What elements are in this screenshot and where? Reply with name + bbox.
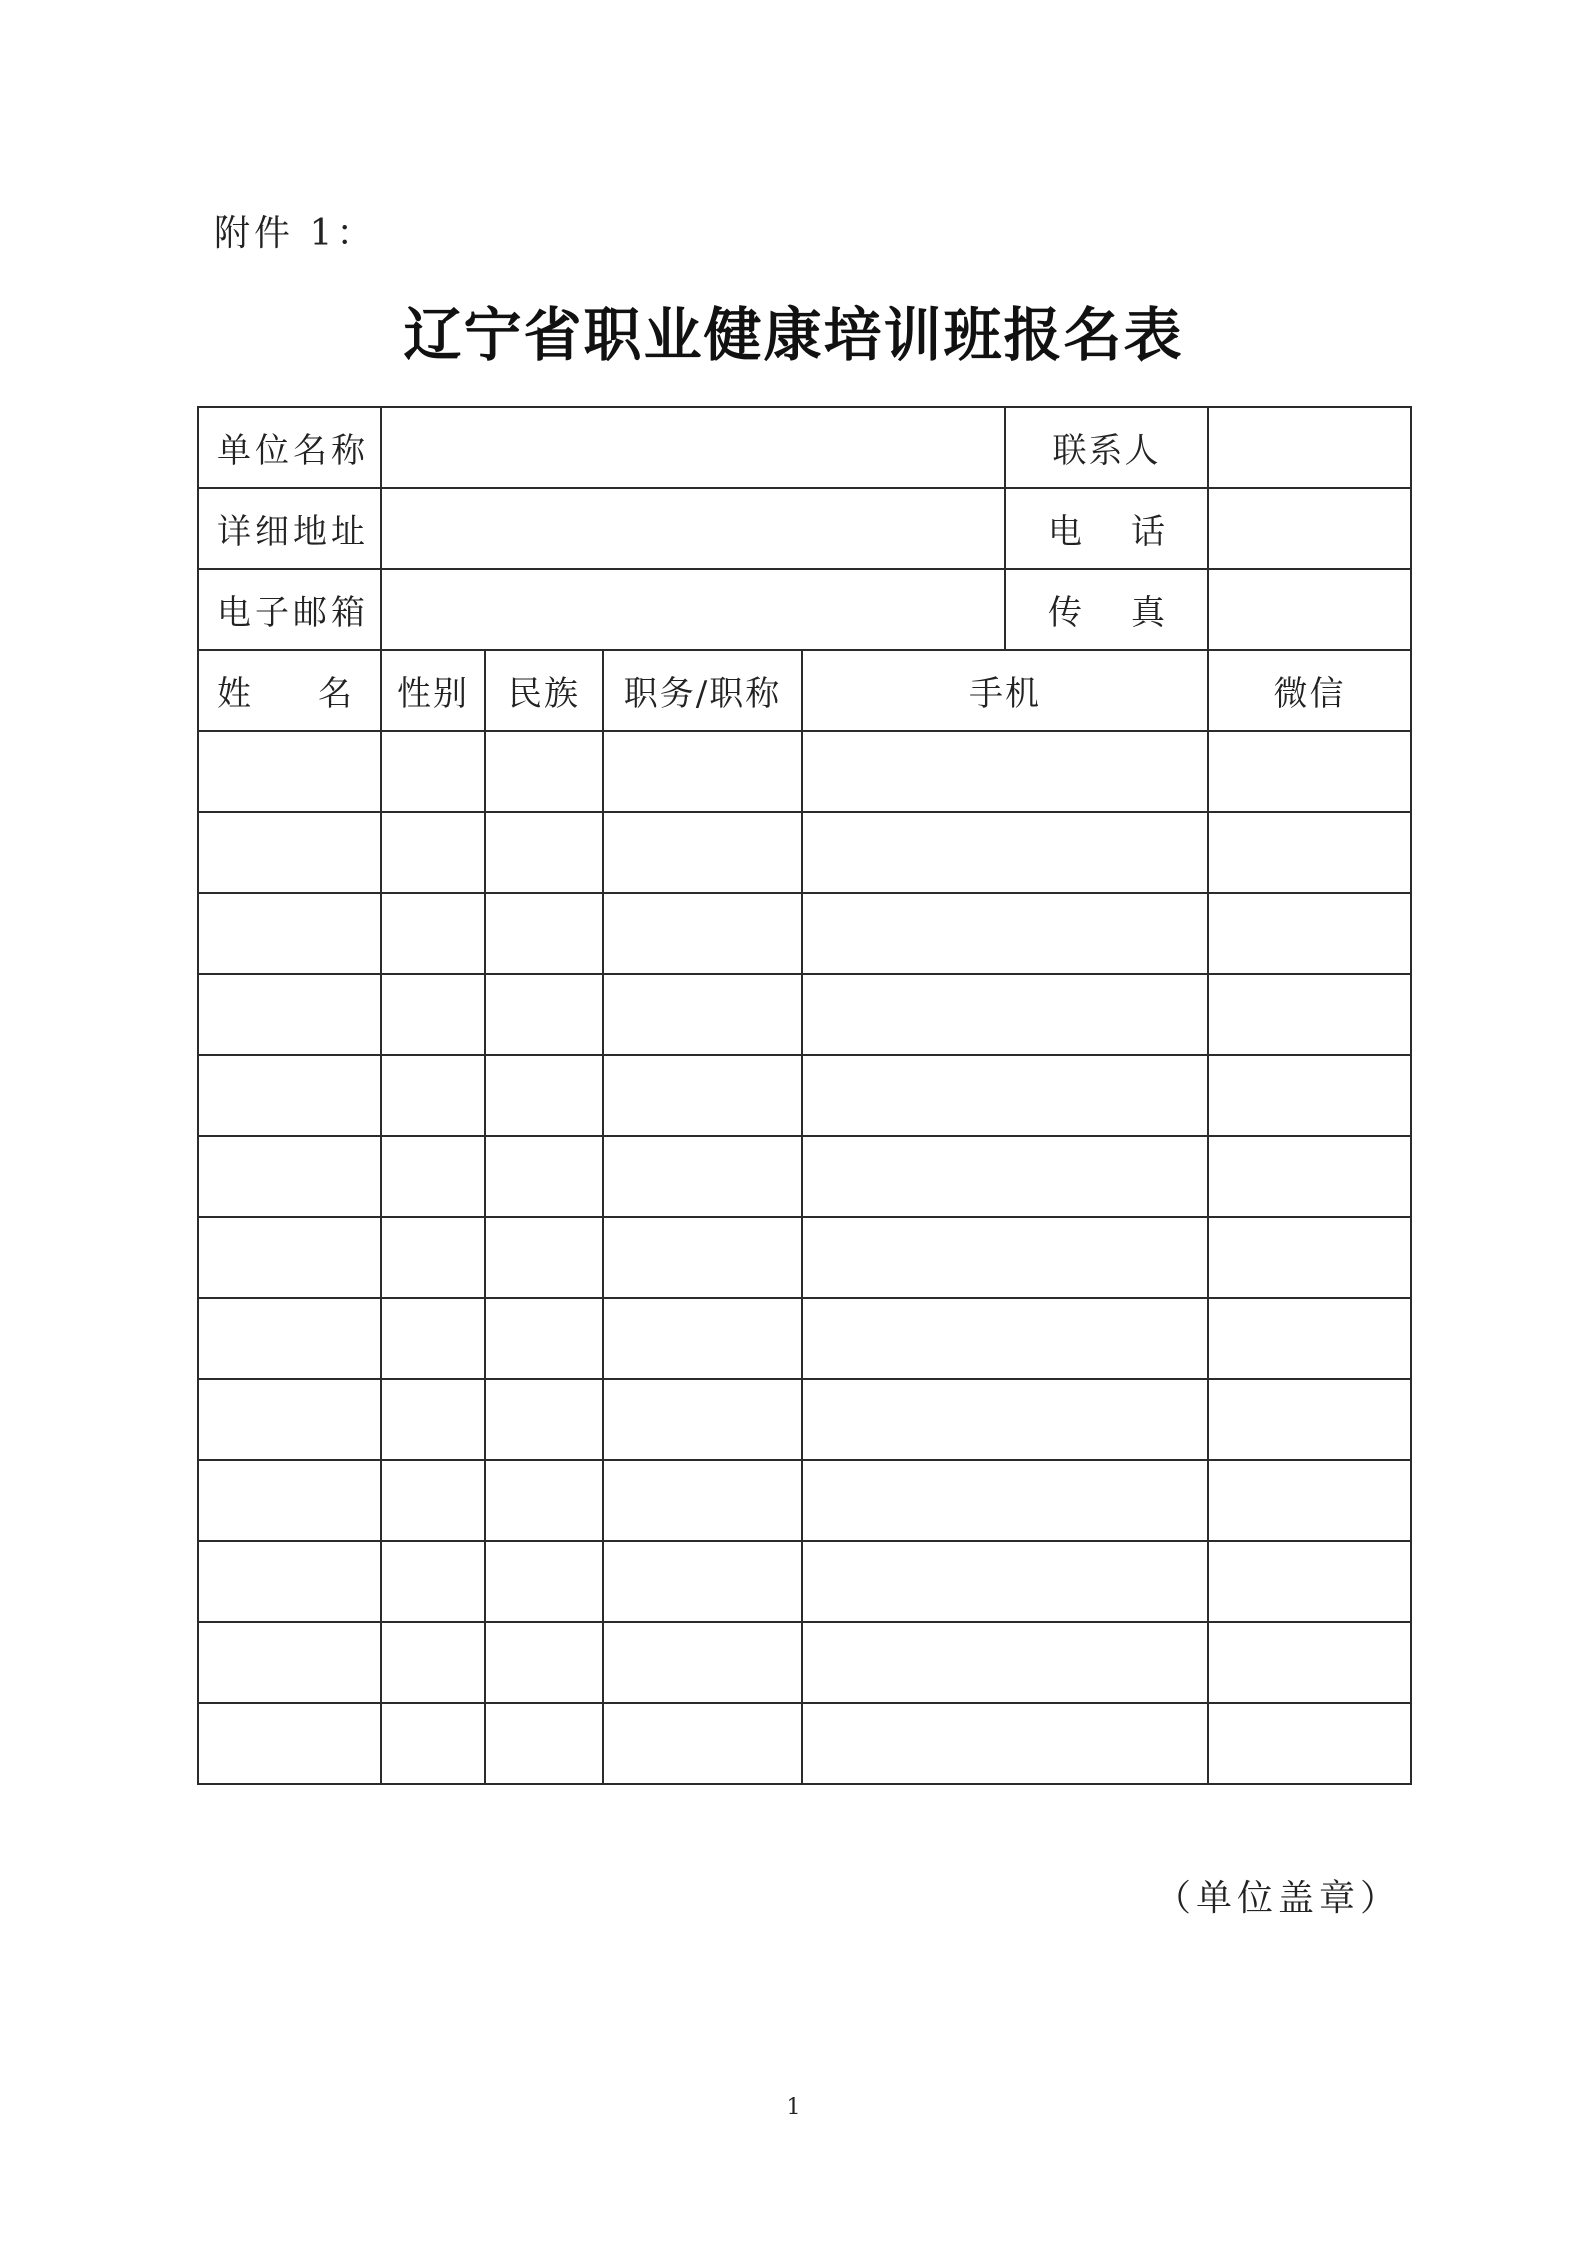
participant-name-cell[interactable] [198,893,381,974]
participant-name-cell[interactable] [198,1622,381,1703]
participant-gender-cell[interactable] [381,893,485,974]
participant-wechat-cell[interactable] [1208,893,1411,974]
contact-person-field[interactable] [1208,407,1411,488]
participant-row [198,1217,1411,1298]
unit-name-label: 单位名称 [198,407,381,488]
participant-gender-cell[interactable] [381,1136,485,1217]
info-row-email [198,569,1411,650]
participant-position-cell[interactable] [603,1541,802,1622]
fax-label-cell [1005,569,1208,650]
attachment-label: 附件 1： [214,213,377,254]
participant-wechat-cell[interactable] [1208,1703,1411,1784]
participant-row [198,812,1411,893]
participant-gender-cell[interactable] [381,731,485,812]
participant-mobile-cell[interactable] [802,1622,1208,1703]
participant-gender-cell[interactable] [381,1217,485,1298]
info-row-unit [198,407,1411,488]
participant-ethnicity-cell[interactable] [485,1703,603,1784]
participant-name-cell[interactable] [198,812,381,893]
participant-row [198,1703,1411,1784]
participant-name-cell[interactable] [198,731,381,812]
participant-wechat-cell[interactable] [1208,1217,1411,1298]
participant-wechat-cell[interactable] [1208,1379,1411,1460]
participant-ethnicity-cell[interactable] [485,893,603,974]
participant-name-cell[interactable] [198,1460,381,1541]
participant-ethnicity-cell[interactable] [485,731,603,812]
participant-wechat-cell[interactable] [1208,1055,1411,1136]
participant-name-cell[interactable] [198,974,381,1055]
participant-mobile-cell[interactable] [802,1298,1208,1379]
phone-label [1006,504,1207,553]
participant-mobile-cell[interactable] [802,1379,1208,1460]
participant-mobile-cell[interactable] [802,893,1208,974]
participant-gender-cell[interactable] [381,1460,485,1541]
participant-wechat-cell[interactable] [1208,1136,1411,1217]
participant-name-cell[interactable] [198,1217,381,1298]
header-position: 职务/职称 [603,650,802,731]
participant-name-cell[interactable] [198,1703,381,1784]
participant-row [198,1460,1411,1541]
registration-table [197,406,1412,1785]
participant-mobile-cell[interactable] [802,974,1208,1055]
participant-row [198,1055,1411,1136]
participant-wechat-cell[interactable] [1208,731,1411,812]
info-row-address [198,488,1411,569]
participant-gender-cell[interactable] [381,1622,485,1703]
participant-row [198,1136,1411,1217]
participant-position-cell[interactable] [603,974,802,1055]
participant-mobile-cell[interactable] [802,1055,1208,1136]
header-wechat: 微信 [1208,650,1411,731]
address-label: 详细地址 [198,488,381,569]
participant-position-cell[interactable] [603,1379,802,1460]
participant-name-cell[interactable] [198,1136,381,1217]
participant-mobile-cell[interactable] [802,1136,1208,1217]
participant-ethnicity-cell[interactable] [485,1136,603,1217]
header-name-cell [198,650,381,731]
participant-row [198,1622,1411,1703]
participant-mobile-cell[interactable] [802,731,1208,812]
participant-ethnicity-cell[interactable] [485,1460,603,1541]
phone-label-cell [1005,488,1208,569]
contact-person-label: 联系人 [1005,407,1208,488]
participant-wechat-cell[interactable] [1208,974,1411,1055]
participant-gender-cell[interactable] [381,1379,485,1460]
participant-wechat-cell[interactable] [1208,812,1411,893]
participant-row [198,974,1411,1055]
form-title: 辽宁省职业健康培训班报名表 [403,301,1184,369]
participant-position-cell[interactable] [603,812,802,893]
page-number: 1 [786,2095,801,2120]
label-char: 电 [1048,512,1082,552]
participant-ethnicity-cell[interactable] [485,1541,603,1622]
participant-ethnicity-cell[interactable] [485,812,603,893]
participant-row [198,731,1411,812]
participant-ethnicity-cell[interactable] [485,1379,603,1460]
participant-position-cell[interactable] [603,1703,802,1784]
participant-wechat-cell[interactable] [1208,1298,1411,1379]
participant-ethnicity-cell[interactable] [485,1298,603,1379]
participant-position-cell[interactable] [603,1217,802,1298]
participant-mobile-cell[interactable] [802,812,1208,893]
participant-name-cell[interactable] [198,1298,381,1379]
phone-field[interactable] [1208,488,1411,569]
participant-row [198,1379,1411,1460]
label-char: 话 [1131,512,1165,552]
participant-position-cell[interactable] [603,1622,802,1703]
fax-label [1006,585,1207,634]
header-gender: 性别 [381,650,485,731]
participant-gender-cell[interactable] [381,1055,485,1136]
label-char: 姓 [217,674,251,714]
unit-name-field[interactable] [381,407,1005,488]
header-name [199,666,380,715]
email-field[interactable] [381,569,1005,650]
header-mobile: 手机 [802,650,1208,731]
participant-gender-cell[interactable] [381,812,485,893]
participant-position-cell[interactable] [603,1298,802,1379]
participant-ethnicity-cell[interactable] [485,1055,603,1136]
participant-row [198,1541,1411,1622]
participant-name-cell[interactable] [198,1379,381,1460]
participant-mobile-cell[interactable] [802,1460,1208,1541]
participant-wechat-cell[interactable] [1208,1460,1411,1541]
header-ethnicity: 民族 [485,650,603,731]
participant-name-cell[interactable] [198,1055,381,1136]
participant-mobile-cell[interactable] [802,1217,1208,1298]
participant-position-cell[interactable] [603,1055,802,1136]
label-char: 名 [318,674,352,714]
participant-ethnicity-cell[interactable] [485,974,603,1055]
participant-gender-cell[interactable] [381,1298,485,1379]
participant-position-cell[interactable] [603,731,802,812]
participant-gender-cell[interactable] [381,974,485,1055]
participant-mobile-cell[interactable] [802,1703,1208,1784]
participant-row [198,1298,1411,1379]
participant-row [198,893,1411,974]
participant-wechat-cell[interactable] [1208,1541,1411,1622]
participant-position-cell[interactable] [603,893,802,974]
participant-position-cell[interactable] [603,1460,802,1541]
participant-wechat-cell[interactable] [1208,1622,1411,1703]
participant-ethnicity-cell[interactable] [485,1622,603,1703]
label-char: 传 [1048,593,1082,633]
participant-position-cell[interactable] [603,1136,802,1217]
participant-gender-cell[interactable] [381,1541,485,1622]
stamp-note: （单位盖章） [1155,1878,1402,1919]
address-field[interactable] [381,488,1005,569]
participant-gender-cell[interactable] [381,1703,485,1784]
fax-field[interactable] [1208,569,1411,650]
email-label: 电子邮箱 [198,569,381,650]
participant-mobile-cell[interactable] [802,1541,1208,1622]
participant-name-cell[interactable] [198,1541,381,1622]
label-char: 真 [1131,593,1165,633]
participant-ethnicity-cell[interactable] [485,1217,603,1298]
participant-header-row [198,650,1411,731]
